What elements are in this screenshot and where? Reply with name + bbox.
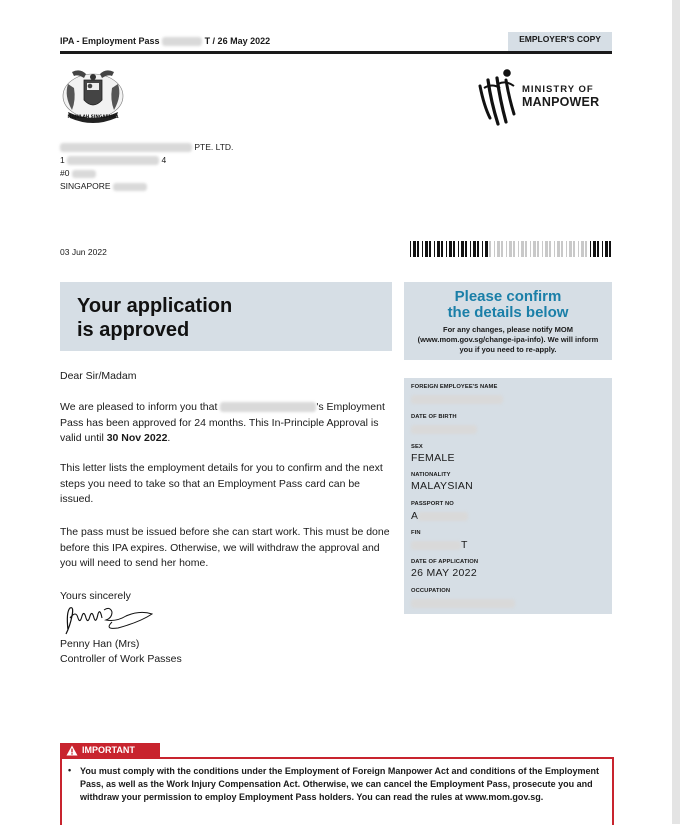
address-line2-start: 1 bbox=[60, 155, 65, 165]
label-nationality: NATIONALITY bbox=[411, 472, 451, 478]
redacted-company-name bbox=[60, 143, 192, 152]
barcode-bar bbox=[509, 241, 512, 257]
barcode-bar bbox=[458, 241, 459, 257]
approved-banner bbox=[60, 282, 392, 351]
barcode-bar bbox=[521, 241, 524, 257]
barcode-bar bbox=[533, 241, 536, 257]
approved-heading bbox=[77, 294, 232, 342]
redacted-employee-name bbox=[220, 402, 316, 412]
label-passport: PASSPORT NO bbox=[411, 501, 454, 507]
signatory-name: Penny Han (Mrs) bbox=[60, 638, 140, 650]
header-title-prefix: IPA - Employment Pass bbox=[60, 36, 160, 46]
barcode-bar bbox=[578, 241, 579, 257]
barcode-bar bbox=[605, 241, 608, 257]
employer-address bbox=[60, 141, 233, 193]
barcode-bar bbox=[566, 241, 567, 257]
crest-motto: MAJULAH SINGAPURA bbox=[67, 114, 119, 119]
barcode-bar bbox=[461, 241, 464, 257]
ministry-logo bbox=[476, 66, 616, 128]
barcode-bar bbox=[494, 241, 495, 257]
value-dob bbox=[411, 423, 477, 435]
value-employee-name bbox=[411, 393, 503, 405]
barcode-bar bbox=[561, 241, 563, 257]
barcode-bar bbox=[573, 241, 575, 257]
approved-line1: Your application bbox=[77, 295, 233, 317]
approved-line2: is approved bbox=[77, 319, 190, 341]
barcode-bar bbox=[470, 241, 471, 257]
barcode-bar bbox=[453, 241, 455, 257]
fin-visible: T bbox=[461, 539, 468, 551]
barcode-bar bbox=[530, 241, 531, 257]
label-sex: SEX bbox=[411, 444, 423, 450]
employee-details-panel bbox=[404, 378, 612, 614]
barcode-bar bbox=[542, 241, 543, 257]
redacted-passport-value bbox=[418, 512, 468, 521]
redacted-name-value bbox=[411, 395, 503, 404]
important-text-content: You must comply with the conditions under the Employment of Foreign Manpower Act and conditions of the Employment Pass, as well as the Work Injury Compensation Act. Otherwise, we can cancel the Employment Pass, prosecute you and withdraw your permission to employ Employment Pass holders. You can read the rules at www.mom.gov.sg. bbox=[80, 766, 600, 802]
barcode-bar bbox=[513, 241, 515, 257]
confirm-line2: the details below bbox=[447, 304, 569, 321]
redacted-address-line3 bbox=[72, 170, 96, 178]
barcode-bar bbox=[518, 241, 519, 257]
address-line3-start: #0 bbox=[60, 168, 70, 178]
important-notice bbox=[60, 757, 614, 825]
barcode-bar bbox=[434, 241, 435, 257]
confirm-line1: Please confirm bbox=[454, 288, 562, 305]
redacted-fin-value bbox=[411, 541, 461, 550]
barcode-bar bbox=[473, 241, 476, 257]
redacted-dob-value bbox=[411, 425, 477, 434]
value-date-of-application: 26 MAY 2022 bbox=[411, 567, 477, 579]
barcode-bar bbox=[506, 241, 507, 257]
barcode-bar bbox=[554, 241, 555, 257]
ministry-figures-icon bbox=[476, 66, 520, 128]
value-nationality: MALAYSIAN bbox=[411, 480, 474, 492]
barcode-bar bbox=[557, 241, 560, 257]
redacted-address-line2 bbox=[67, 156, 159, 165]
confirm-heading bbox=[404, 289, 612, 321]
barcode-bar bbox=[597, 241, 599, 257]
copy-label: EMPLOYER'S COPY bbox=[508, 32, 612, 51]
barcode-bar bbox=[482, 241, 483, 257]
label-fin: FIN bbox=[411, 530, 421, 536]
barcode-bar bbox=[581, 241, 584, 257]
redacted-occupation-value bbox=[411, 599, 515, 608]
letter-header bbox=[60, 32, 612, 54]
label-date-of-application: DATE OF APPLICATION bbox=[411, 559, 479, 565]
address-line2-end: 4 bbox=[161, 155, 167, 165]
singapore-crest-icon bbox=[60, 66, 126, 126]
paragraph-approval-end: . bbox=[167, 432, 171, 444]
company-suffix: PTE. LTD. bbox=[194, 142, 234, 152]
important-tab bbox=[60, 743, 160, 757]
barcode-bar bbox=[593, 241, 596, 257]
value-passport bbox=[411, 510, 468, 522]
validity-date: 30 Nov 2022 bbox=[106, 432, 168, 444]
barcode-bar bbox=[590, 241, 591, 257]
important-label: IMPORTANT bbox=[82, 745, 135, 755]
paragraph-approval-middle: 's Employment Pass has been approved for 24 months. This In-Principle Approval is valid until bbox=[60, 401, 385, 444]
letter-date: 03 Jun 2022 bbox=[60, 247, 107, 257]
barcode-bar bbox=[501, 241, 503, 257]
barcode-bar bbox=[437, 241, 440, 257]
paragraph-details: This letter lists the employment details for you to confirm and the next steps you need to take so that an Employment Pass card can be issued. bbox=[60, 462, 383, 505]
value-sex: FEMALE bbox=[411, 452, 455, 464]
address-company bbox=[60, 141, 233, 154]
closing: Yours sincerely bbox=[60, 590, 131, 602]
passport-visible: A bbox=[411, 510, 419, 522]
barcode-bar bbox=[497, 241, 500, 257]
barcode-icon bbox=[410, 241, 614, 257]
signatory-title: Controller of Work Passes bbox=[60, 653, 182, 665]
barcode-bar bbox=[410, 241, 411, 257]
redacted-postal-code bbox=[113, 183, 147, 191]
barcode-bar bbox=[417, 241, 419, 257]
header-title-suffix: T / 26 May 2022 bbox=[204, 36, 271, 46]
label-employee-name: FOREIGN EMPLOYEE'S NAME bbox=[411, 384, 498, 390]
barcode-bar bbox=[609, 241, 611, 257]
barcode-bar bbox=[441, 241, 443, 257]
barcode-bar bbox=[485, 241, 488, 257]
value-occupation bbox=[411, 597, 515, 609]
address-country-text: SINGAPORE bbox=[60, 181, 111, 191]
warning-icon bbox=[66, 745, 78, 756]
barcode-bar bbox=[449, 241, 452, 257]
ministry-line1: MINISTRY OF bbox=[522, 84, 594, 95]
ministry-line2: MANPOWER bbox=[522, 95, 600, 109]
barcode-bar bbox=[602, 241, 603, 257]
address-country bbox=[60, 180, 233, 193]
barcode-bar bbox=[525, 241, 527, 257]
barcode-bar bbox=[429, 241, 431, 257]
barcode-bar bbox=[569, 241, 572, 257]
paragraph-approval-start: We are pleased to inform you that bbox=[60, 401, 218, 413]
barcode-bar bbox=[465, 241, 467, 257]
paragraph-approval bbox=[60, 400, 392, 447]
address-line3 bbox=[60, 167, 233, 180]
confirm-note: For any changes, please notify MOM (www.mom.gov.sg/change-ipa-info). We will inform you if you need to re-apply. bbox=[417, 325, 599, 354]
barcode-bar bbox=[425, 241, 428, 257]
barcode-bar bbox=[489, 241, 491, 257]
page-scrollbar[interactable] bbox=[672, 0, 680, 824]
label-dob: DATE OF BIRTH bbox=[411, 414, 457, 420]
barcode-bar bbox=[422, 241, 423, 257]
barcode-bar bbox=[549, 241, 551, 257]
barcode-bar bbox=[446, 241, 447, 257]
salutation: Dear Sir/Madam bbox=[60, 370, 137, 382]
bullet-icon: • bbox=[68, 765, 72, 775]
paragraph-conditions: The pass must be issued before she can start work. This must be done before this IPA expires. Otherwise, we will withdraw the approval and you will need to send her home. bbox=[60, 526, 390, 569]
confirm-panel bbox=[404, 282, 612, 360]
redacted-reference bbox=[162, 37, 202, 46]
barcode-bar bbox=[537, 241, 539, 257]
barcode-bar bbox=[413, 241, 416, 257]
barcode-bar bbox=[585, 241, 587, 257]
address-line2 bbox=[60, 154, 233, 167]
signature-image bbox=[60, 600, 156, 638]
header-title bbox=[60, 36, 270, 46]
barcode-bar bbox=[477, 241, 479, 257]
important-text bbox=[80, 765, 600, 804]
barcode-bar bbox=[545, 241, 548, 257]
label-occupation: OCCUPATION bbox=[411, 588, 451, 594]
value-fin bbox=[411, 539, 468, 551]
